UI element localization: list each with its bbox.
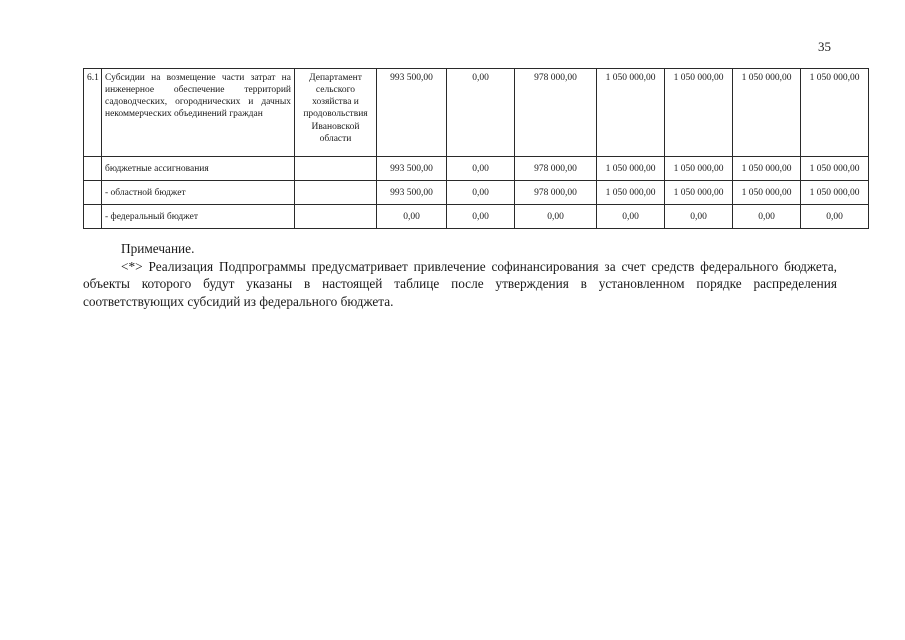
value-cell: 1 050 000,00 bbox=[801, 157, 869, 181]
value-cell: 1 050 000,00 bbox=[801, 181, 869, 205]
row-index bbox=[84, 157, 102, 181]
value-cell: 978 000,00 bbox=[515, 157, 597, 181]
value-cell: 993 500,00 bbox=[377, 157, 447, 181]
page-number: 35 bbox=[818, 39, 831, 54]
value-cell: 1 050 000,00 bbox=[597, 181, 665, 205]
value-cell: 0,00 bbox=[597, 205, 665, 229]
value-cell: 0,00 bbox=[801, 205, 869, 229]
value-cell: 0,00 bbox=[447, 181, 515, 205]
value-cell: 1 050 000,00 bbox=[733, 157, 801, 181]
value-cell: 0,00 bbox=[447, 157, 515, 181]
row-executor bbox=[295, 181, 377, 205]
table-row bbox=[84, 157, 869, 181]
row-executor bbox=[295, 157, 377, 181]
row-index bbox=[84, 181, 102, 205]
row-executor bbox=[295, 205, 377, 229]
value-cell: 1 050 000,00 bbox=[733, 181, 801, 205]
row-name: Субсидии на возмещение части затрат на инженерное обеспечение территорий садоводческих, огороднических и дачных некоммерческих объединений граждан bbox=[102, 69, 295, 157]
row-name: - областной бюджет bbox=[102, 181, 295, 205]
value-cell: 1 050 000,00 bbox=[665, 157, 733, 181]
value-cell: 1 050 000,00 bbox=[733, 69, 801, 157]
table-row bbox=[84, 181, 869, 205]
value-cell: 0,00 bbox=[447, 69, 515, 157]
value-cell: 978 000,00 bbox=[515, 69, 597, 157]
budget-table bbox=[83, 68, 869, 229]
value-cell: 1 050 000,00 bbox=[597, 69, 665, 157]
value-cell: 1 050 000,00 bbox=[801, 69, 869, 157]
value-cell: 993 500,00 bbox=[377, 69, 447, 157]
value-cell: 0,00 bbox=[733, 205, 801, 229]
value-cell: 1 050 000,00 bbox=[665, 181, 733, 205]
table-row bbox=[84, 205, 869, 229]
row-index: 6.1 bbox=[84, 69, 102, 157]
row-name: - федеральный бюджет bbox=[102, 205, 295, 229]
row-index bbox=[84, 205, 102, 229]
note-title: Примечание. bbox=[121, 241, 195, 256]
value-cell: 993 500,00 bbox=[377, 181, 447, 205]
note-block bbox=[83, 240, 837, 311]
value-cell: 1 050 000,00 bbox=[665, 69, 733, 157]
value-cell: 0,00 bbox=[377, 205, 447, 229]
value-cell: 0,00 bbox=[665, 205, 733, 229]
value-cell: 1 050 000,00 bbox=[597, 157, 665, 181]
value-cell: 978 000,00 bbox=[515, 181, 597, 205]
value-cell: 0,00 bbox=[515, 205, 597, 229]
row-executor: Департамент сельского хозяйства и продовольствия Ивановской области bbox=[295, 69, 377, 157]
row-name: бюджетные ассигнования bbox=[102, 157, 295, 181]
note-text: <*> Реализация Подпрограммы предусматривает привлечение софинансирования за счет средств федерального бюджета, объекты которого будут указаны в настоящей таблице после утверждения в установленном порядке распределения соответствующих субсидий из федерального бюджета. bbox=[83, 258, 837, 310]
value-cell: 0,00 bbox=[447, 205, 515, 229]
table-row bbox=[84, 69, 869, 157]
